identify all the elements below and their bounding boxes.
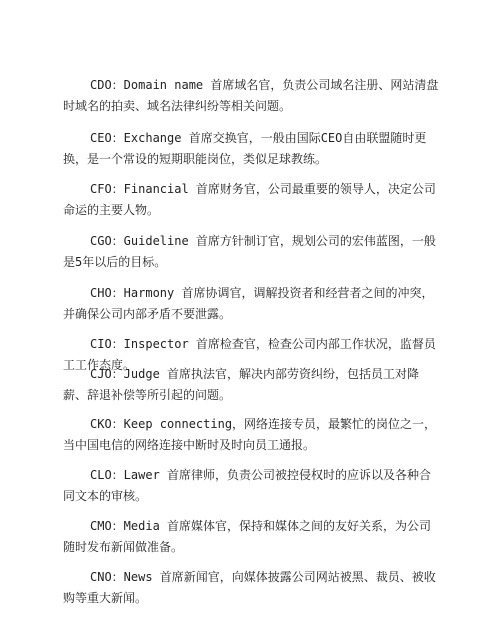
entry-ceo: CEO：Exchange 首席交换官，一般由国际CEO自由联盟随时更换，是一个常设的短期职能岗位，类似足球教练。 [63,131,427,166]
entry-cgo: CGO：Guideline 首席方针制订官，规划公司的宏伟蓝图，一般是5年以后的目标。 [63,234,436,269]
entry-cfo: CFO：Financial 首席财务官，公司最重要的领导人，决定公司命运的主要人物。 [63,182,436,217]
entry-clo: CLO：Lawer 首席律师，负责公司被控侵权时的应诉以及各种合同文本的审核。 [63,468,432,503]
entry-cjo: CJO：Judge 首席执法官，解决内部劳资纠纷，包括员工对降薪、辞退补偿等所引起的问题。 [63,367,420,402]
entry-cdo: CDO：Domain name 首席域名官，负责公司域名注册、网站清盘时域名的拍卖、域名法律纠纷等相关问题。 [63,78,439,113]
entry-cno: CNO：News 首席新闻官，向媒体披露公司网站被黑、裁员、被收购等重大新闻。 [63,570,436,605]
entry-cho: CHO：Harmony 首席协调官，调解投资者和经营者之间的冲突，并确保公司内部矛盾不要泄露。 [63,286,434,321]
entry-cio: CIO：Inspector 首席检查官，检查公司内部工作状况，监督员工工作态度。 [63,337,436,372]
entry-cmo: CMO：Media 首席媒体官，保持和媒体之间的友好关系，为公司随时发布新闻做准备。 [63,519,432,554]
entry-cko: CKO：Keep connecting，网络连接专员，最繁忙的岗位之一，当中国电信的网络连接中断时及时向员工通报。 [63,417,437,452]
